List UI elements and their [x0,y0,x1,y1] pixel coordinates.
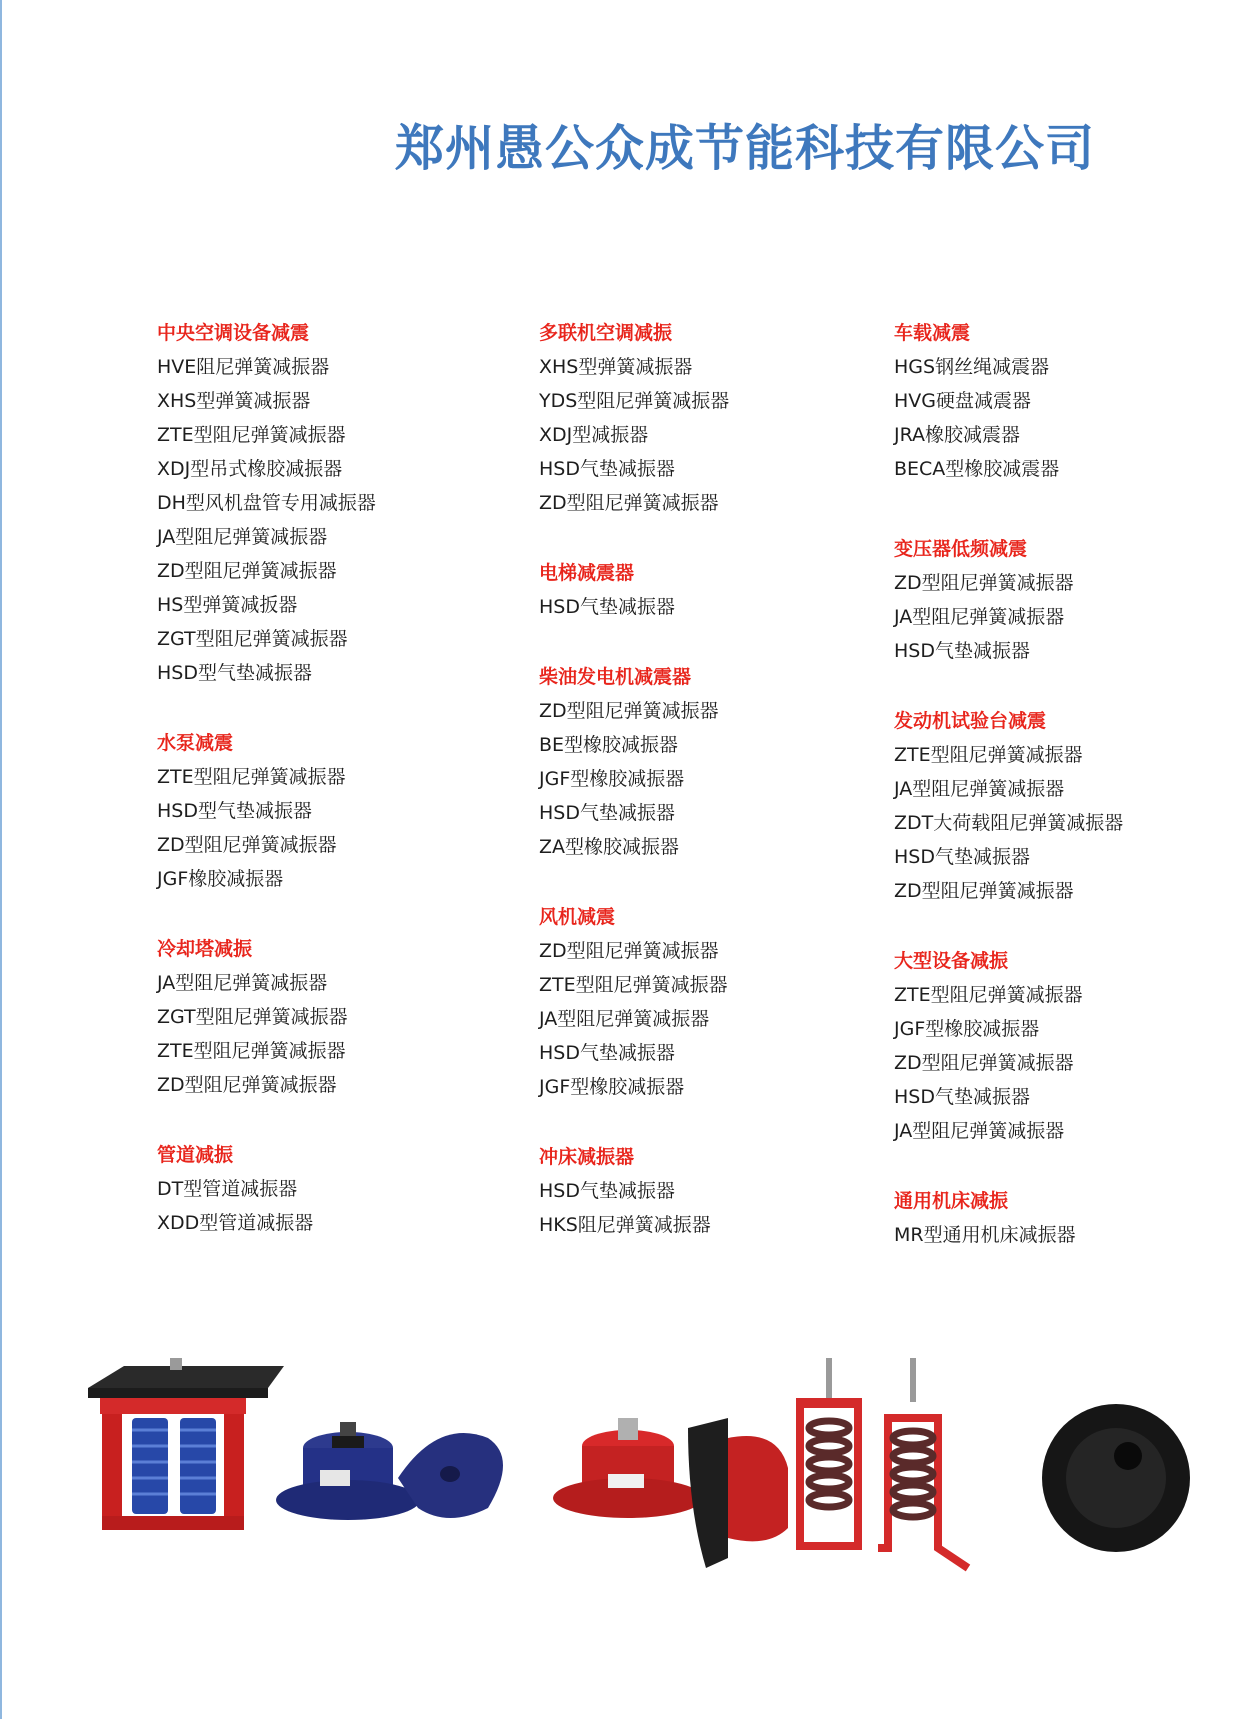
product-item: ZTE型阻尼弹簧减振器 [157,424,346,446]
section-title: 电梯减震器 [539,562,635,584]
product-item: HSD型气垫减振器 [157,662,312,684]
product-item: JA型阻尼弹簧减振器 [894,1120,1065,1142]
product-item: XDJ型减振器 [539,424,649,446]
product-section [894,316,1123,486]
product-item: JGF橡胶减振器 [157,868,284,890]
product-item: JGF型橡胶减振器 [539,1076,685,1098]
product-item: JA型阻尼弹簧减振器 [539,1008,710,1030]
product-item: HVG硬盘减震器 [894,390,1032,412]
product-item: HS型弹簧减扳器 [157,594,298,616]
section-title: 管道减振 [157,1144,234,1166]
column-2 [539,316,729,1242]
red-rubber-mount-image [553,1418,788,1568]
product-photo-strip [88,1358,1198,1573]
column-1 [157,316,376,1240]
black-conical-mount-image [1042,1404,1190,1552]
product-item: ZD型阻尼弹簧减振器 [539,940,719,962]
product-item: BECA型橡胶减震器 [894,458,1060,480]
product-item: JGF型橡胶减振器 [894,1018,1040,1040]
section-title: 冷却塔减振 [157,938,253,960]
page-edge-line [0,0,2,1719]
product-section [894,1184,1123,1252]
product-item: ZTE型阻尼弹簧减振器 [539,974,728,996]
product-item: HKS阻尼弹簧减振器 [539,1214,711,1236]
hanging-spring-isolator-image [796,1358,968,1568]
product-section [539,556,729,624]
product-section [539,1140,729,1242]
product-item: HSD气垫减振器 [894,846,1030,868]
product-section [539,316,729,520]
product-item: ZTE型阻尼弹簧减振器 [894,744,1083,766]
section-title: 多联机空调减振 [539,322,673,344]
product-item: ZGT型阻尼弹簧减振器 [157,628,348,650]
product-item: HSD气垫减振器 [539,458,675,480]
product-section [157,316,376,690]
product-item: XHS型弹簧减振器 [539,356,693,378]
product-item: ZD型阻尼弹簧减振器 [894,1052,1074,1074]
product-item: JA型阻尼弹簧减振器 [894,606,1065,628]
product-item: DT型管道减振器 [157,1178,298,1200]
product-item: HGS钢丝绳减震器 [894,356,1050,378]
product-item: HSD气垫减振器 [539,1180,675,1202]
product-item: ZTE型阻尼弹簧减振器 [894,984,1083,1006]
spring-isolator-frame-image [88,1358,284,1530]
product-item: JA型阻尼弹簧减振器 [157,526,328,548]
product-item: HSD气垫减振器 [894,1086,1030,1108]
product-item: JA型阻尼弹簧减振器 [157,972,328,994]
section-title: 通用机床减振 [894,1190,1009,1212]
product-item: XDD型管道减振器 [157,1212,314,1234]
product-item: ZD型阻尼弹簧减振器 [539,700,719,722]
column-3 [894,316,1123,1252]
product-item: JRA橡胶减震器 [894,424,1021,446]
product-item: JGF型橡胶减振器 [539,768,685,790]
product-section [539,660,729,864]
product-item: ZA型橡胶减振器 [539,836,680,858]
product-item: JA型阻尼弹簧减振器 [894,778,1065,800]
section-title: 冲床减振器 [539,1146,635,1168]
product-item: ZD型阻尼弹簧减振器 [157,834,337,856]
blue-rubber-mount-image [276,1422,503,1520]
product-item: XDJ型吊式橡胶减振器 [157,458,343,480]
product-item: ZD型阻尼弹簧减振器 [157,1074,337,1096]
product-section [894,532,1123,668]
product-item: ZTE型阻尼弹簧减振器 [157,1040,346,1062]
product-item: HSD气垫减振器 [539,596,675,618]
product-item: DH型风机盘管专用减振器 [157,492,376,514]
product-section [157,932,376,1102]
product-section [894,944,1123,1148]
product-item: HVE阻尼弹簧减振器 [157,356,330,378]
product-item: ZGT型阻尼弹簧减振器 [157,1006,348,1028]
product-item: XHS型弹簧减振器 [157,390,311,412]
section-title: 大型设备减振 [894,950,1009,972]
product-section [539,900,729,1104]
company-title: 郑州愚公众成节能科技有限公司 [395,120,1096,177]
product-item: MR型通用机床减振器 [894,1224,1076,1246]
product-item: ZD型阻尼弹簧减振器 [157,560,337,582]
product-item: HSD气垫减振器 [539,1042,675,1064]
section-title: 变压器低频减震 [894,538,1028,560]
product-item: HSD气垫减振器 [539,802,675,824]
section-title: 车载减震 [894,322,971,344]
section-title: 水泵减震 [157,732,234,754]
product-section [157,726,376,896]
product-item: HSD型气垫减振器 [157,800,312,822]
product-item: ZD型阻尼弹簧减振器 [894,880,1074,902]
product-item: ZTE型阻尼弹簧减振器 [157,766,346,788]
product-item: YDS型阻尼弹簧减振器 [539,390,730,412]
product-section [894,704,1123,908]
product-item: ZD型阻尼弹簧减振器 [539,492,719,514]
product-item: HSD气垫减振器 [894,640,1030,662]
product-item: ZDT大荷载阻尼弹簧减振器 [894,812,1124,834]
section-title: 风机减震 [539,906,616,928]
product-section [157,1138,376,1240]
product-item: ZD型阻尼弹簧减振器 [894,572,1074,594]
product-item: BE型橡胶减振器 [539,734,679,756]
section-title: 中央空调设备减震 [157,322,310,344]
section-title: 柴油发电机减震器 [539,666,692,688]
section-title: 发动机试验台减震 [894,710,1047,732]
